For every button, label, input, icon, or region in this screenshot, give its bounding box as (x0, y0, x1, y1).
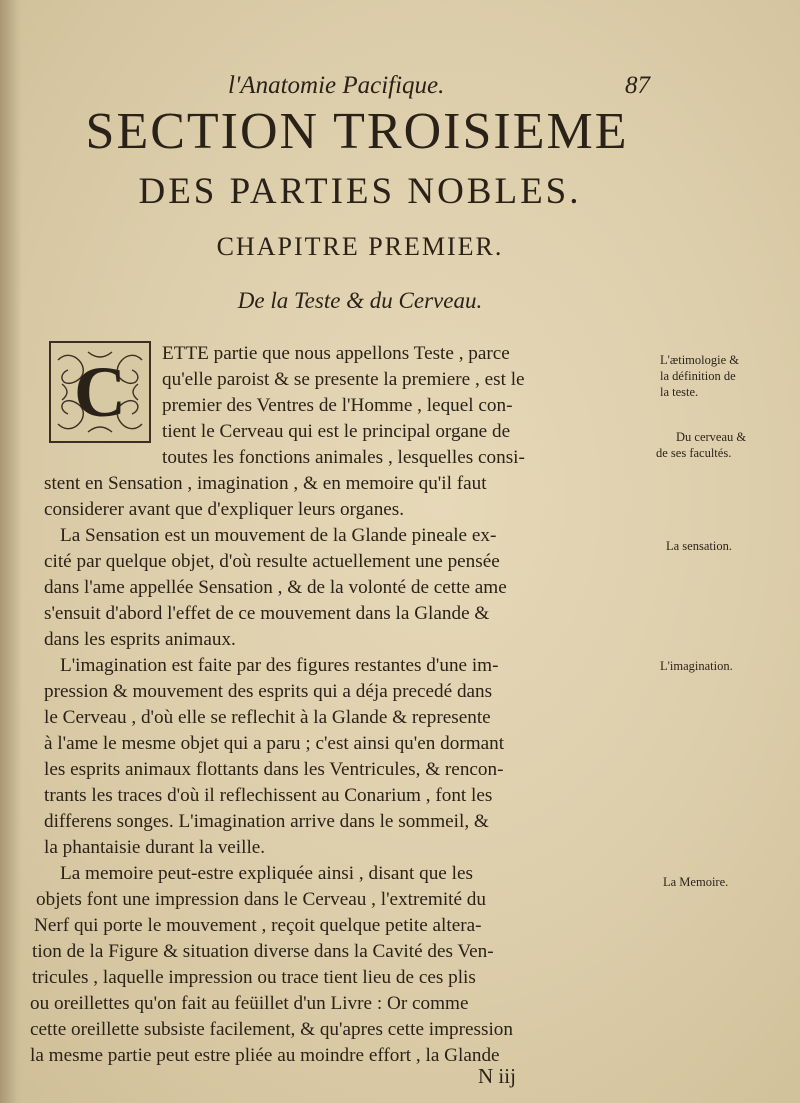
section-subtitle: DES PARTIES NOBLES. (138, 171, 582, 212)
body-line: cette oreillette subsiste facilement, & qu'apres cette impression (30, 1019, 513, 1040)
margin-note: La sensation. (666, 539, 732, 553)
page-gutter-shadow (0, 0, 22, 1103)
body-line: pression & mouvement des esprits qui a déja precedé dans (44, 681, 493, 702)
chapter-subtitle: De la Teste & du Cerveau. (237, 288, 483, 313)
margin-note: de ses facultés. (656, 446, 732, 460)
dropcap-letter: C (74, 352, 126, 432)
body-line: Nerf qui porte le mouvement , reçoit quelque petite altera- (34, 915, 482, 936)
body-line: ETTE partie que nous appellons Teste , parce (162, 343, 510, 364)
body-line: tricules , laquelle impression ou trace tient lieu de ces plis (32, 967, 476, 988)
body-line: qu'elle paroist & se presente la premiere , est le (162, 369, 525, 390)
margin-note: la teste. (660, 385, 699, 399)
margin-note: L'ætimologie & (660, 353, 739, 367)
body-line: considerer avant que d'expliquer leurs organes. (44, 499, 405, 520)
body-line: differens songes. L'imagination arrive dans le sommeil, & (44, 811, 489, 832)
running-head-title: l'Anatomie Pacifique. (228, 72, 445, 99)
body-line: dans l'ame appellée Sensation , & de la volonté de cette ame (44, 577, 507, 598)
margin-note: La Memoire. (663, 875, 729, 889)
body-line: objets font une impression dans le Cerveau , l'extremité du (36, 889, 486, 910)
body-line: trants les traces d'où il reflechissent au Conarium , font les (44, 785, 493, 806)
body-line: premier des Ventres de l'Homme , lequel con- (162, 395, 513, 416)
body-line: cité par quelque objet, d'où resulte actuellement une pensée (44, 551, 500, 572)
body-line: L'imagination est faite par des figures restantes d'une im- (60, 655, 499, 676)
section-title: SECTION TROISIEME (85, 103, 629, 160)
body-line: les esprits animaux flottants dans les Ventricules, & rencon- (44, 759, 504, 780)
ornamental-dropcap-icon (48, 340, 152, 444)
page-number: 87 (625, 72, 650, 99)
chapter-title: CHAPITRE PREMIER. (216, 232, 504, 261)
body-line: stent en Sensation , imagination , & en memoire qu'il faut (44, 473, 487, 494)
body-line: La memoire peut-estre expliquée ainsi , disant que les (60, 863, 473, 884)
body-line: La Sensation est un mouvement de la Glande pineale ex- (60, 525, 497, 546)
body-line: la mesme partie peut estre pliée au moindre effort , la Glande (30, 1045, 500, 1066)
body-line: le Cerveau , d'où elle se reflechit à la Glande & represente (44, 707, 491, 728)
margin-note: la définition de (660, 369, 736, 383)
signature-mark: N iij (478, 1064, 516, 1088)
body-line: la phantaisie durant la veille. (44, 837, 266, 858)
body-line: s'ensuit d'abord l'effet de ce mouvement dans la Glande & (44, 603, 490, 624)
body-line: à l'ame le mesme objet qui a paru ; c'est ainsi qu'en dormant (44, 733, 505, 754)
body-line: ou oreillettes qu'on fait au feüillet d'un Livre : Or comme (30, 993, 469, 1014)
body-line: dans les esprits animaux. (44, 629, 236, 650)
margin-note: Du cerveau & (676, 430, 747, 444)
body-line: tient le Cerveau qui est le principal organe de (162, 421, 511, 442)
margin-note: L'imagination. (660, 659, 733, 673)
body-line: toutes les fonctions animales , lesquelles consi- (162, 447, 525, 468)
body-line: tion de la Figure & situation diverse dans la Cavité des Ven- (32, 941, 494, 962)
